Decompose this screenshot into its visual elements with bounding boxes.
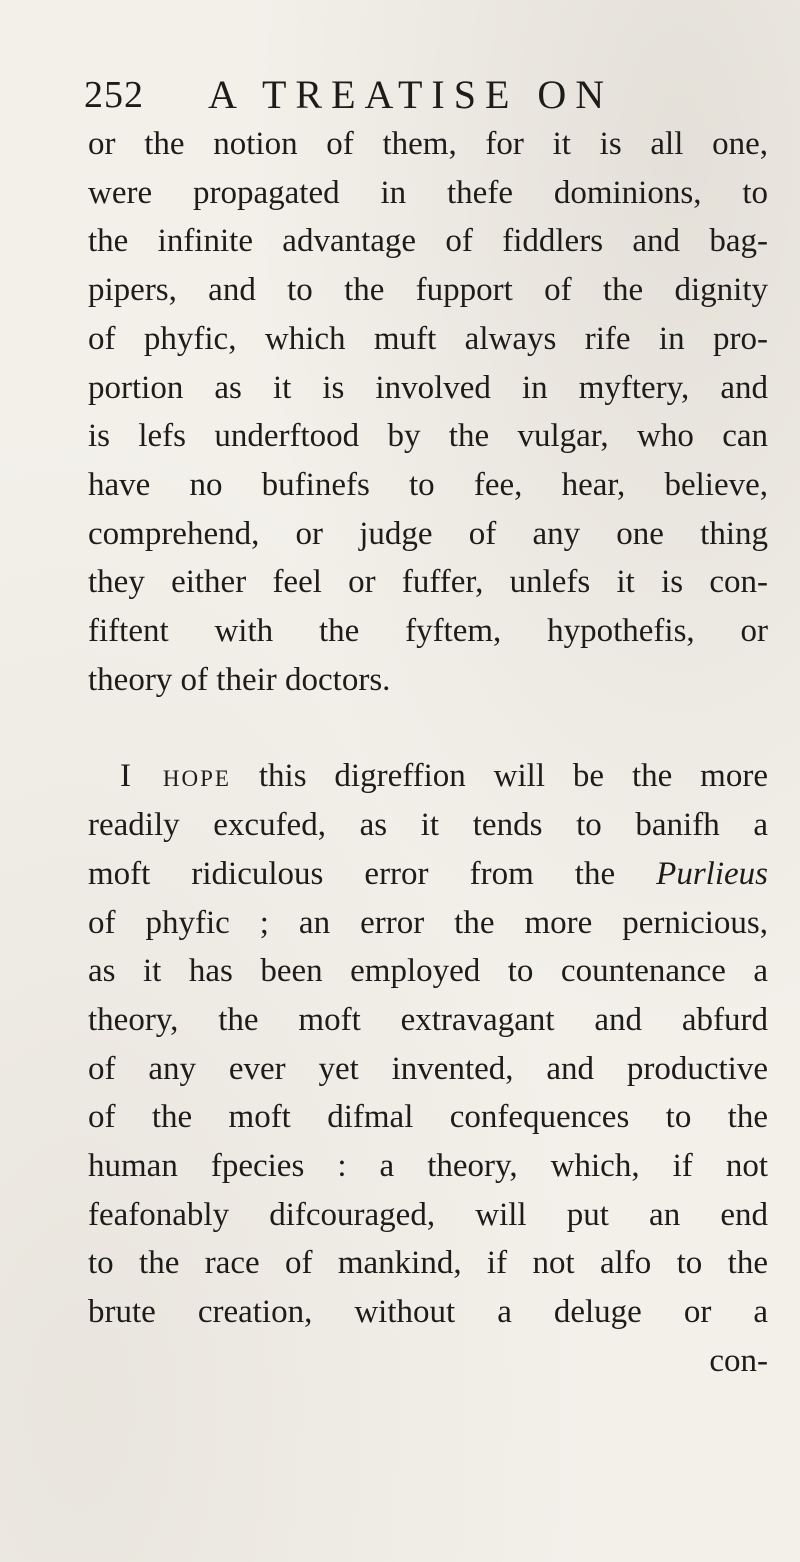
paragraph-2 (88, 752, 768, 1385)
text-line: have no bufinefs to fee, hear, believe, (88, 466, 768, 503)
paragraph-1 (88, 120, 768, 704)
line-text: moft ridiculous error from the (88, 855, 657, 892)
text-line: of phyfic ; an error the more pernicious, (88, 904, 768, 941)
text-line: brute creation, without a deluge or a (88, 1294, 768, 1331)
text-line: fiftent with the fyftem, hypothefis, or (88, 613, 768, 650)
body-text (88, 120, 768, 1386)
text-line: readily excufed, as it tends to banifh a (88, 807, 768, 844)
line-text: this digreffion will be the more (230, 758, 768, 795)
text-line: the infinite advantage of fiddlers and bag- (88, 223, 768, 260)
text-line: theory, the moft extravagant and abfurd (88, 1001, 768, 1038)
text-line: of phyfic, which muft always rife in pro- (88, 320, 768, 357)
text-line (88, 850, 768, 899)
text-line: to the race of mankind, if not alfo to the (88, 1245, 768, 1282)
text-line: human fpecies : a theory, which, if not (88, 1148, 768, 1185)
text-line: pipers, and to the fupport of the dignity (88, 272, 768, 309)
text-line: they either feel or fuffer, unlefs it is con- (88, 564, 768, 601)
text-line: comprehend, or judge of any one thing (88, 515, 768, 552)
text-line: feafonably difcouraged, will put an end (88, 1196, 768, 1233)
text-line: as it has been employed to countenance a (88, 953, 768, 990)
text-line: theory of their doctors. (88, 661, 391, 698)
text-line (88, 752, 768, 801)
text-line: is lefs underftood by the vulgar, who can (88, 418, 768, 455)
page-header (84, 70, 764, 120)
opening-words: I hope (120, 758, 231, 795)
text-line: of the moft difmal confequences to the (88, 1099, 768, 1136)
italic-term: Purlieus (656, 855, 768, 892)
text-line: portion as it is involved in myftery, and (88, 369, 768, 406)
catchword: con- (709, 1342, 768, 1379)
text-line: or the notion of them, for it is all one, (88, 126, 768, 162)
page-number: 252 (84, 74, 144, 116)
running-head: A TREATISE ON (208, 72, 614, 117)
text-line: were propagated in thefe dominions, to (88, 174, 768, 211)
text-line: of any ever yet invented, and productive (88, 1050, 768, 1087)
